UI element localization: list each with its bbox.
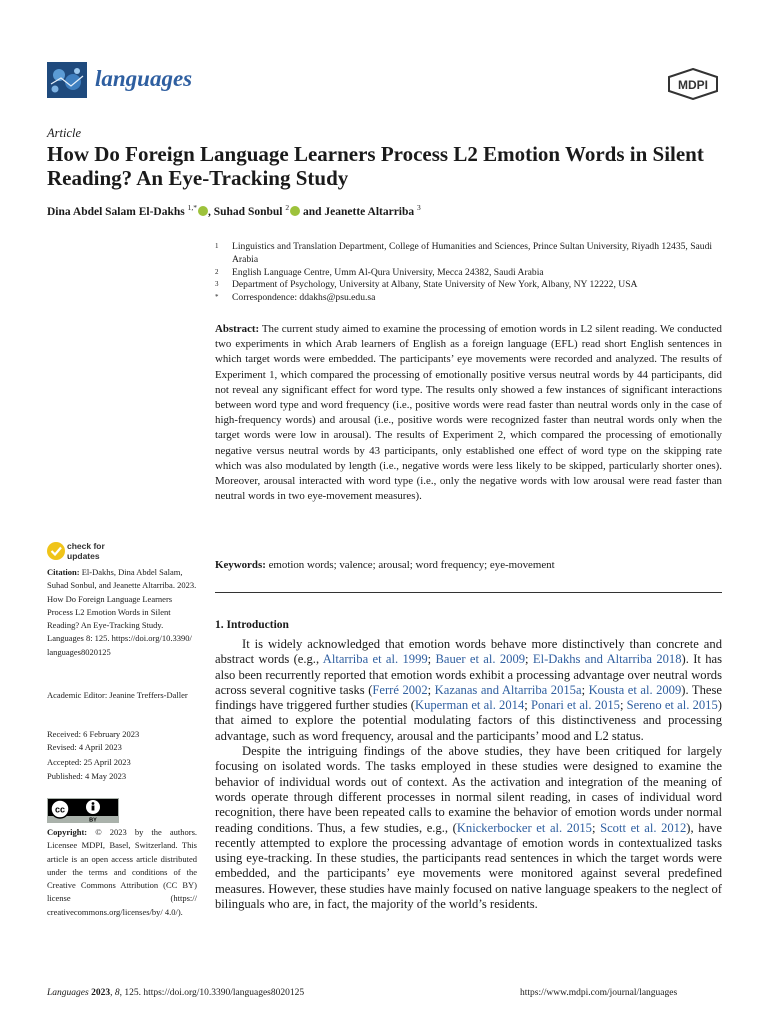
affiliation-item: 2 English Language Centre, Umm Al-Qura University, Mecca 24382, Saudi Arabia (215, 266, 544, 278)
footer-doi: , 125. https://doi.org/10.3390/languages8020125 (119, 988, 305, 998)
citation-link[interactable]: Kazanas and Altarriba 2015a (434, 682, 582, 697)
introduction-body (215, 637, 722, 912)
license-badge-text: BY (89, 817, 97, 823)
footer-journal: Languages (47, 988, 89, 998)
citation-link[interactable]: Altarriba et al. 1999 (322, 652, 428, 667)
paragraph-text: ; (427, 652, 436, 667)
abstract-label: Abstract: (215, 323, 260, 335)
citation-link[interactable]: Sereno et al. 2015 (626, 698, 718, 713)
citation-link[interactable]: Kousta et al. 2009 (588, 682, 682, 697)
footer-volume: 8 (114, 988, 120, 998)
copyright-label: Copyright: (47, 827, 88, 837)
journal-name: languages (95, 66, 193, 91)
author-affiliation-sup: 1,* (187, 203, 197, 212)
revised-date: Revised: 4 April 2023 (47, 742, 122, 752)
citation-text: El-Dakhs, Dina Abdel Salam, Suhad Sonbul, and Jeanette Altarriba. 2023. How Do Foreign Language Learners Process L2 Emotion Words in Silent Reading? An Eye-Tracking Study. Languages 8: 125. https://doi.org/10.3390/ languages8020125 (47, 567, 197, 657)
paragraph-text: ) that aimed to explore the potential modulating factors of this distinctiveness and processing advantage, such as word frequency, arousal and the participants’ mood and L2 status. (215, 698, 722, 743)
svg-text:cc: cc (54, 804, 66, 815)
mdpi-logo-text: MDPI (678, 78, 708, 92)
check-for-updates-label[interactable]: check for updates (67, 541, 105, 561)
citation-link[interactable]: Kuperman et al. 2014 (414, 698, 525, 713)
paragraph-text: ; (581, 682, 589, 697)
author-affiliation-sup: 2 (285, 203, 290, 212)
correspondence: * Correspondence: ddakhs@psu.edu.sa (215, 292, 376, 304)
journal-logo-icon (47, 62, 87, 98)
keywords-label: Keywords: (215, 559, 266, 571)
citation-link[interactable]: Bauer et al. 2009 (435, 652, 526, 667)
keywords-text: emotion words; valence; arousal; word frequency; eye-movement (268, 559, 555, 571)
citation-link[interactable]: Ponari et al. 2015 (530, 698, 620, 713)
paragraph-text: It is widely acknowledged that emotion words behave more distinctively than concrete and abstract words (e.g., (215, 637, 722, 667)
footer-year: 2023 (91, 988, 111, 998)
paragraph-text: ; (591, 820, 601, 835)
citation-label: Citation: (47, 567, 80, 577)
accepted-date: Accepted: 25 April 2023 (47, 757, 131, 767)
citation-link[interactable]: Ferré 2002 (372, 682, 428, 697)
section-divider (215, 592, 722, 593)
cc-by-license-icon[interactable] (47, 798, 119, 823)
paragraph-text: ; (619, 698, 627, 713)
paragraph-text: Despite the intriguing findings of the above studies, they have been critiqued for largely focusing on isolated words. The tasks employed in these studies were designed to examine the behavior of individual words out of context. As the activation and integration of the meaning of words operate through different processes in normal silent reading, in cases of individual word recognition, there have been repeated calls to examine the behavior of emotion words under normal reading conditions. Thus, a few studies, e.g., ( (215, 744, 722, 835)
paragraph-text: ; (525, 652, 533, 667)
published-date: Published: 4 May 2023 (47, 771, 127, 781)
footer-journal-url[interactable]: https://www.mdpi.com/journal/languages (520, 988, 678, 998)
received-date: Received: 6 February 2023 (47, 729, 140, 739)
author-name: Jeanette Altarriba (324, 205, 415, 218)
paragraph-text: ; (427, 682, 435, 697)
paragraph (215, 744, 722, 912)
mdpi-logo (667, 68, 719, 100)
affiliation-item: 3 Department of Psychology, University at Albany, State University of New York, Albany, NY 12222, USA (215, 279, 638, 291)
citation-link[interactable]: Scott et al. 2012 (600, 820, 687, 835)
citation-link[interactable]: Knickerbocker et al. 2015 (456, 820, 592, 835)
paragraph-text: ), have recently attempted to explore the processing advantage of emotion words in contextualized tasks using eye-tracking. In these studies, the participants read sentences in which the target words were embedded, and the participants’ eye movements were monitored against several predefined measures. However, these studies have mainly focused on native language speakers to the neglect of bilinguals who are, in fact, the majority of the world’s residents. (215, 820, 722, 912)
copyright-text: © 2023 by the authors. Licensee MDPI, Basel, Switzerland. This article is an open access article distributed under the terms and conditions of the Creative Commons Attribution (CC BY) license (https:// creativecommons.org/licenses/by/ 4.0/). (47, 827, 197, 917)
article-title: How Do Foreign Language Learners Process L2 Emotion Words in Silent Reading? An Eye-Tracking Study (47, 142, 704, 190)
orcid-icon[interactable] (198, 206, 208, 216)
orcid-icon[interactable] (290, 206, 300, 216)
paragraph (215, 637, 722, 744)
keywords (215, 558, 722, 573)
affiliations (215, 241, 725, 305)
author-name: Suhad Sonbul (213, 205, 283, 218)
author-conjunction: and (302, 205, 322, 218)
footer-citation: Languages 2023, 8, 125. https://doi.org/10.3390/languages8020125 (47, 988, 305, 998)
article-type: Article (47, 126, 82, 140)
affiliation-item: 1 Linguistics and Translation Department, College of Humanities and Sciences, Prince Sultan University, Riyadh 12435, Saudi Arabia (215, 241, 713, 265)
author-list: Dina Abdel Salam El-Dakhs $^{1,*}$ , Suhad Sonbul $^2$ and Jeanette Altarriba $^3$ (47, 203, 421, 218)
copyright-notice (47, 826, 197, 919)
abstract (215, 322, 722, 504)
paragraph-text: ). It has also been recurrently reported that emotion words exhibit a processing advantage over neutral words across several cognitive tasks ( (215, 652, 722, 697)
section-heading: 1. Introduction (215, 619, 289, 631)
paragraph-text: ; (524, 698, 531, 713)
academic-editor: Academic Editor: Jeanine Treffers-Daller (47, 690, 188, 700)
author-name: Dina Abdel Salam El-Dakhs (47, 205, 185, 218)
abstract-text: The current study aimed to examine the processing of emotion words in L2 silent reading. We conducted two experiments in which Arab learners of English as a foreign language (EFL) read short English sentences in which target words were embedded. The participants’ eye movements were recorded and analyzed. The results of Experiment 1, which compared the processing of emotionally positive versus neutral words by 44 participants, did not reveal any significant effect for word type. The results only showed a few instances of significant interactions between word type and word frequency (i.e., positive words were read faster than neutral words only in the case of high-frequency words) and arousal (i.e., positive words were recognized faster than neutral words only when the target words were low in arousal). The results of Experiment 2, which compared the processing of emotionally negative versus neutral words by 43 participants, only established one effect of word type on the skipping rate which was also modulated by length (i.e., negative words were less likely to be skipped, particularly shorter ones). Moreover, arousal interacted with word type (i.e., only the negative words with low arousal were read faster than neutral words in two eye-movement measures). (215, 323, 722, 503)
citation (47, 566, 197, 659)
citation-link[interactable]: El-Dakhs and Altarriba 2018 (532, 652, 682, 667)
paragraph-text: ). These findings have triggered further studies ( (215, 682, 722, 713)
author-affiliation-sup: 3 (417, 203, 421, 212)
